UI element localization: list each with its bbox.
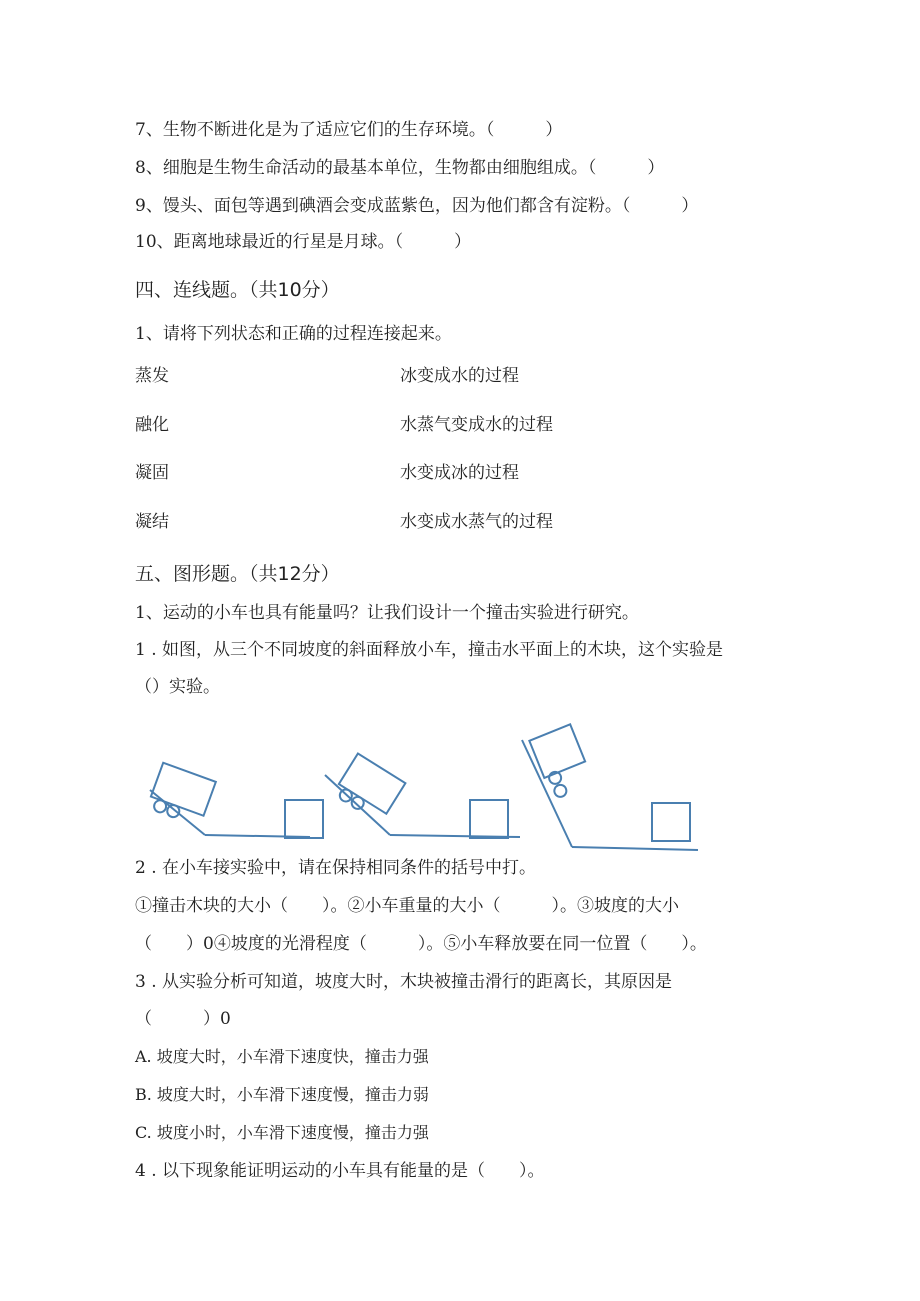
match-right-3: 水变成冰的过程 [400,463,519,483]
ramp-experiment-figure [130,705,710,859]
ramp-3-slope [522,740,572,847]
section5-q1: 1、运动的小车也具有能量吗？让我们设计一个撞击实验进行研究。 [135,603,639,623]
sub3-line2: （ ）0 [135,1009,231,1029]
sub2-line3: （ ）0④坡度的光滑程度（ ）。⑤小车释放要在同一位置（ ）。 [135,934,707,954]
option-b: B. 坡度大时，小车滑下速度慢，撞击力弱 [135,1085,429,1104]
sub1-line2: （）实验。 [135,677,220,697]
ramp-2-floor [390,835,520,837]
section4-title: 四、连线题。（共10分） [135,279,340,301]
ramp-1 [147,763,323,838]
judge-item-7: 7、生物不断进化是为了适应它们的生存环境。（ ） [135,120,563,140]
sub4-line1: 4 . 以下现象能证明运动的小车具有能量的是（ ）。 [135,1161,545,1181]
section5-title: 五、图形题。（共12分） [135,563,340,585]
sub2-line2: ①撞击木块的大小（ ）。②小车重量的大小（ ）。③坡度的大小 [135,896,679,916]
match-right-1: 冰变成水的过程 [400,366,519,386]
sub3-line1: 3 . 从实验分析可知道，坡度大时，木块被撞击滑行的距离长，其原因是 [135,972,673,992]
match-right-4: 水变成水蒸气的过程 [400,512,553,532]
car-3 [529,724,594,800]
ramp-1-floor [205,835,310,837]
match-right-2: 水蒸气变成水的过程 [400,415,553,435]
car-2 [332,754,405,824]
ramp-3-floor [572,847,698,850]
sub2-line1: 2 . 在小车接实验中，请在保持相同条件的括号中打。 [135,858,537,878]
block-1 [285,800,323,838]
block-3 [652,803,690,841]
ramp-3 [522,724,698,850]
block-2 [470,800,508,838]
judge-item-10: 10、距离地球最近的行星是月球。（ ） [135,232,472,252]
ramp-experiment-svg [130,705,710,855]
sub1-line1: 1 . 如图，从三个不同坡度的斜面释放小车，撞击水平面上的木块，这个实验是 [135,640,724,660]
match-left-1: 蒸发 [135,366,169,386]
ramp-2 [325,754,520,838]
match-left-2: 融化 [135,415,169,435]
option-a: A. 坡度大时，小车滑下速度快，撞击力强 [135,1047,429,1066]
match-left-4: 凝结 [135,512,169,532]
ramp-2-slope [325,775,390,835]
section4-question: 1、请将下列状态和正确的过程连接起来。 [135,324,452,344]
judge-item-8: 8、细胞是生物生命活动的最基本单位，生物都由细胞组成。（ ） [135,158,665,178]
match-left-3: 凝固 [135,463,169,483]
option-c: C. 坡度小时，小车滑下速度慢，撞击力强 [135,1123,429,1142]
judge-item-9: 9、馒头、面包等遇到碘酒会变成蓝紫色，因为他们都含有淀粉。（ ） [135,196,699,216]
